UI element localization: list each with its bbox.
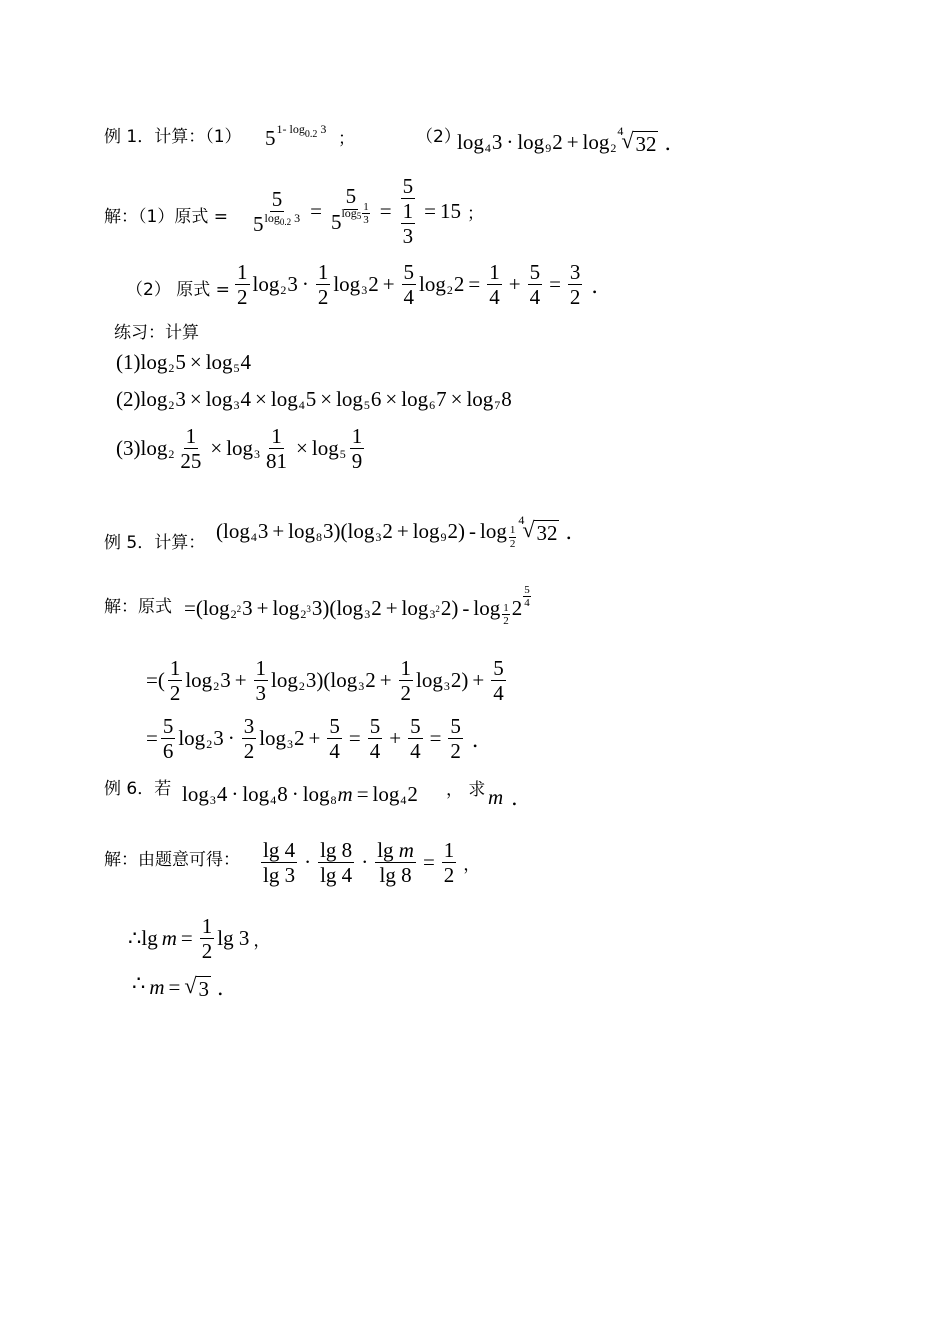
practice-item-3: (3) log 2 $\frac{1}{25}$ × log 3 $\frac{1}{81}$ × log 5 $\frac{1}{9}$ <box>116 424 363 474</box>
solution-1-label: 解：（1）原式 = <box>104 207 228 227</box>
solution-6-label: 解：由题意可得： <box>104 850 240 870</box>
solution-5-line-2: =( $\frac{1}{2}$ log 2 3 + $\frac{1}{3}$ log 2 3)(log 3 2 + $\frac{1}{2}$ log 3 2) + $\frac{5}{4}$ <box>146 656 504 706</box>
example-1-problem <box>104 122 242 147</box>
practice-item-1: (1) log 2 5 × log 5 4 <box>116 350 252 375</box>
example-6-ask: ， 求 <box>446 780 486 800</box>
period: ． <box>471 727 493 752</box>
item-number: (2) <box>116 387 141 411</box>
therefore-symbol: ∴ <box>132 970 146 995</box>
period: ． <box>591 273 613 298</box>
example-5-label: 例 5．计算： <box>104 533 206 553</box>
therefore-symbol: ∴ <box>128 926 142 951</box>
example-1-expr-1: 5 1- $\log_{0.2} 3$ <box>265 122 327 150</box>
period: ． <box>511 786 533 810</box>
practice-title: 练习：计算 <box>114 323 199 343</box>
comma: ， <box>253 931 271 952</box>
solution-6-expr-3: ∴ m = √ 3 ． <box>132 970 238 1001</box>
solution-6-expr-2: ∴ lg m = $\frac{1}{2}$ lg 3 ， <box>128 914 271 964</box>
solution-1-expr: $\frac{5}{5^{log_{0.2} 3}}$ = 5 5log 5 1 3 = $\frac{5}{\frac{1}{3}}$ = 15 ； <box>253 174 484 249</box>
solution-1-part-2-expr: $\frac{1}{2}$ log 2 3 · $\frac{1}{2}$ log 3 2 + $\frac{5}{4}$ log 2 2 = $\frac{1}{4}$ + $\frac{5}{4}$ = $\frac{3}{2}$ ． <box>237 260 613 310</box>
period: ． <box>565 520 587 544</box>
period: ． <box>664 131 686 155</box>
solution-1-part-2-label: （2） 原式 = <box>126 280 230 300</box>
semicolon: ； <box>338 129 355 149</box>
semicolon: ； <box>466 203 484 224</box>
example-5-expr: (log 4 3 + log 8 3)(log 3 2 + log 9 2) - log $\frac{1}{2}$ 4 √ 32 ． <box>216 512 587 550</box>
example-1-expr-2: log 4 3 · log 9 2 + log 2 4 √ 32 ． <box>457 123 686 156</box>
example-6-label: 例 6．若 <box>104 779 172 799</box>
example-6-var: m ． <box>488 782 532 812</box>
item-number: (1) <box>116 350 141 374</box>
example-6-expr: log 3 4 · log 4 8 · log 8 m = log 4 2 <box>182 782 418 807</box>
period: ． <box>216 976 238 1000</box>
part-2-label: （2） <box>416 127 461 147</box>
solution-6-expr-1: $\frac{\lg 4}{\lg 3}$ · $\frac{\lg 8}{\lg 4}$ · $\frac{\text{lg m}}{\lg 8}$ = $\frac{1}{2}$ ， <box>263 838 481 888</box>
solution-5-line-1: =(log $2^2$ 3 + log $2^3$ 3)(log 3 2 + log $3^2$ 2) - log $\frac{1}{2}$ 2 5 4 <box>184 584 530 628</box>
practice-item-2: (2) log 2 3 × log 3 4 × log 4 5 × log 5 6 × log 6 7 × log 7 8 <box>116 387 512 412</box>
solution-5-label: 解：原式 <box>104 597 172 617</box>
item-number: (3) <box>116 436 141 461</box>
example-1-label: 例 1．计算：（1） <box>104 127 242 147</box>
comma: ， <box>463 855 481 876</box>
solution-5-line-3: = $\frac{5}{6}$ log 2 3 · $\frac{3}{2}$ log 3 2 + $\frac{5}{4}$ = $\frac{5}{4}$ + $\frac{5}{4}$ = $\frac{5}{2}$ ． <box>146 714 493 764</box>
